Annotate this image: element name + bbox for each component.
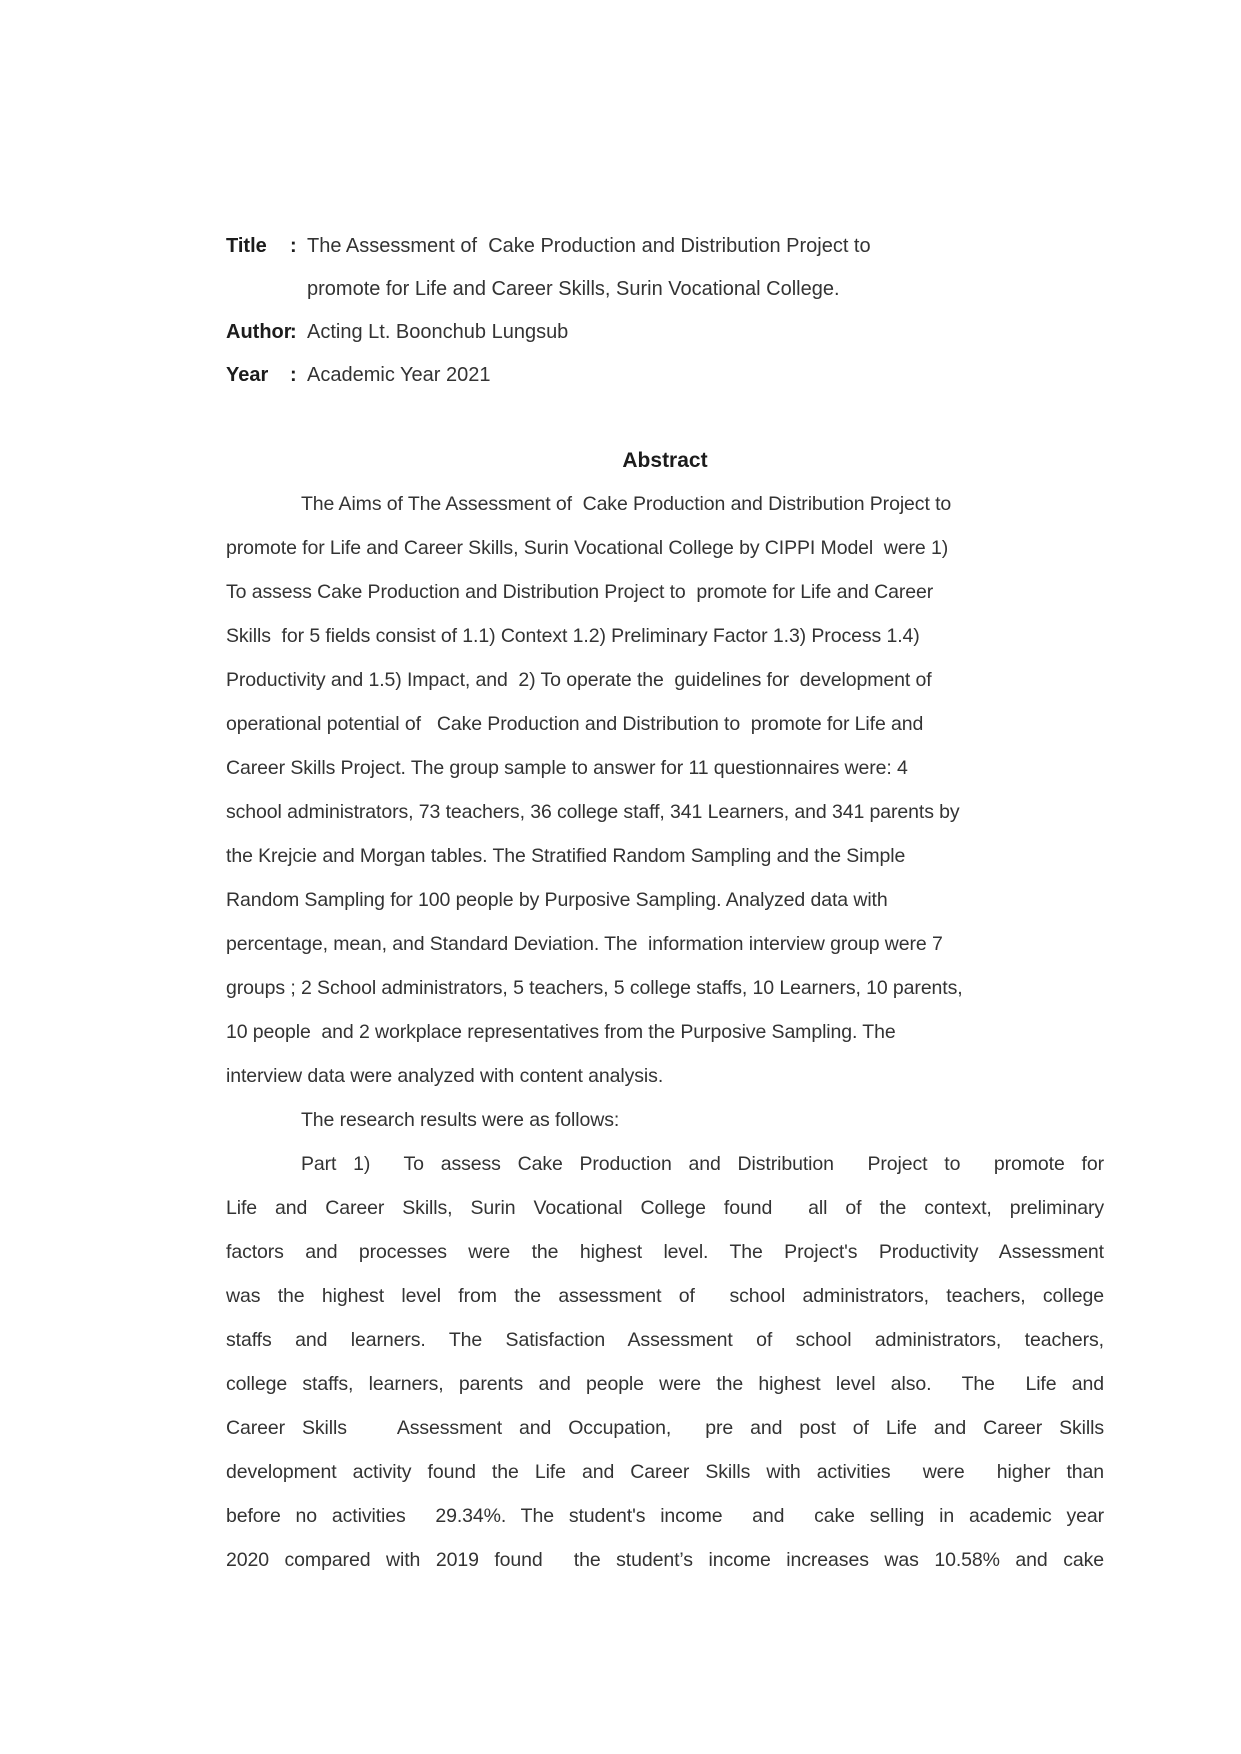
abstract-line: The research results were as follows: [301,1109,620,1131]
abstract-line: staffs and learners. The Satisfaction Assessment of school administrators, teachers, [226,1329,1104,1351]
title-line-2: promote for Life and Career Skills, Surin Vocational College. [307,278,840,300]
abstract-line: Career Skills Project. The group sample to answer for 11 questionnaires were: 4 [226,757,908,779]
abstract-line: Skills for 5 fields consist of 1.1) Context 1.2) Preliminary Factor 1.3) Process 1.4) [226,625,920,647]
abstract-line: factors and processes were the highest level. The Project's Productivity Assessment [226,1241,1104,1263]
abstract-line: Career Skills Assessment and Occupation, pre and post of Life and Career Skills [226,1417,1104,1439]
author-value: Acting Lt. Boonchub Lungsub [307,321,569,343]
abstract-line: Part 1) To assess Cake Production and Distribution Project to promote for [301,1153,1104,1175]
abstract-line: operational potential of Cake Production and Distribution to promote for Life and [226,713,924,735]
meta-row-author [226,311,1104,354]
author-label: Author [226,321,292,343]
abstract-line: development activity found the Life and Career Skills with activities were higher than [226,1461,1104,1483]
year-label: Year [226,364,269,386]
abstract-line: percentage, mean, and Standard Deviation. The information interview group were 7 [226,933,943,955]
abstract-line: promote for Life and Career Skills, Surin Vocational College by CIPPI Model were 1) [226,537,949,559]
abstract-line: Productivity and 1.5) Impact, and 2) To operate the guidelines for development of [226,669,932,691]
abstract-line: school administrators, 73 teachers, 36 college staff, 341 Learners, and 341 parents by [226,801,960,823]
title-line-1: The Assessment of Cake Production and Distribution Project to [307,235,871,257]
abstract-line: Random Sampling for 100 people by Purposive Sampling. Analyzed data with [226,889,888,911]
abstract-line: Life and Career Skills, Surin Vocational College found all of the context, preliminary [226,1197,1104,1219]
abstract-line: interview data were analyzed with content analysis. [226,1065,664,1087]
document-meta [226,225,1104,397]
abstract-line: the Krejcie and Morgan tables. The Stratified Random Sampling and the Simple [226,845,906,867]
abstract-line: groups ; 2 School administrators, 5 teachers, 5 college staffs, 10 Learners, 10 parents, [226,977,963,999]
abstract-line: before no activities 29.34%. The student's income and cake selling in academic year [226,1505,1104,1527]
title-label: Title [226,235,267,257]
abstract-line: was the highest level from the assessment of school administrators, teachers, college [226,1285,1104,1307]
abstract-line: The Aims of The Assessment of Cake Production and Distribution Project to [301,493,952,515]
abstract-line: college staffs, learners, parents and people were the highest level also. The Life and [226,1373,1104,1395]
year-colon: : [290,364,297,386]
abstract-body [226,482,1104,1582]
author-colon: : [290,321,297,343]
abstract-line: 2020 compared with 2019 found the student’s income increases was 10.58% and cake [226,1549,1104,1571]
meta-row-year [226,354,1104,397]
meta-row-title [226,225,1104,311]
year-value: Academic Year 2021 [307,364,491,386]
abstract-line: To assess Cake Production and Distribution Project to promote for Life and Career [226,581,934,603]
title-value [307,225,1104,311]
title-colon: : [290,235,297,257]
abstract-heading: Abstract [622,449,708,472]
abstract-line: 10 people and 2 workplace representatives from the Purposive Sampling. The [226,1021,896,1043]
